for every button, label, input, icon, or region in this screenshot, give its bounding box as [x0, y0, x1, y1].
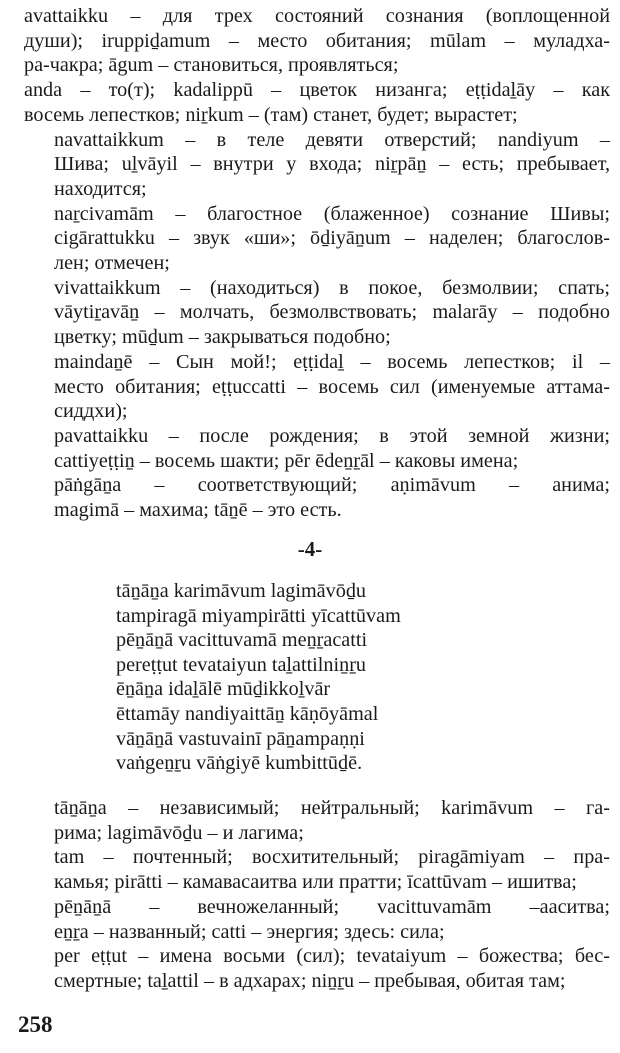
glossary-line: рима; lagimāvōḏu – и лагима; [54, 821, 304, 844]
glossary-line: eṉṟa – названный; catti – энергия; здесь: сила; [54, 920, 445, 943]
glossary-line: цветку; mūḏum – закрываться подобно; [54, 326, 391, 349]
glossary-line: место обитания; eṭṭuccatti – восемь сил (именуемые аттама- [54, 375, 610, 398]
glossary-bottom [24, 796, 610, 994]
glossary-line: Шива; uḻvāyil – внутри у входа; niṟpāṉ – есть; пребывает, [54, 153, 610, 176]
glossary-line: pēṉāṉā – вечножеланный; vacittuvamām –ааситва; [54, 895, 610, 918]
verse-stanza [116, 579, 536, 776]
glossary-line: находится; [54, 177, 147, 200]
glossary-line: magimā – махима; tāṉē – это есть. [54, 499, 342, 522]
verse-line: ēṉāṉa idaḻālē mūḏikkoḻvār [116, 678, 331, 701]
glossary-line: восемь лепестков; niṟkum – (там) станет, будет; вырастет; [24, 103, 518, 126]
verse-line: pēṉāṉā vacittuvamā meṉṟacatti [116, 629, 368, 652]
glossary-line: лен; отмечен; [54, 252, 170, 275]
verse-line: pereṭṭut tevataiyun taḻattilniṉṟu [116, 653, 367, 676]
glossary-line: камья; pirātti – камавасаитва или пратти; īcattūvam – ишитва; [54, 871, 577, 894]
glossary-paragraph [24, 202, 610, 276]
glossary-line: cattiyeṭṭiṉ – восемь шакти; pēr ēdeṉṟāl – каковы имена; [54, 449, 519, 472]
glossary-line: tāṉāṉa – независимый; нейтральный; karimāvum – га- [54, 797, 610, 819]
glossary-paragraph [24, 78, 610, 127]
glossary-line: ра-чакра; āgum – становиться, проявляться; [24, 54, 399, 77]
verse-line: vaṅgeṉṟu vāṅgiyē kumbittūḏē. [116, 752, 363, 775]
verse-line: vāṉāṉā vastuvainī pāṉampaṇṇi [116, 727, 365, 750]
glossary-paragraph [24, 845, 610, 894]
glossary-line: per eṭṭut – имена восьми (сил); tevataiyum – божества; бес- [54, 945, 610, 968]
glossary-line: cigārattukku – звук «ши»; ōḏiyāṉum – наделен; благослов- [54, 227, 610, 250]
verse-line: ēttamāy nandiyaittāṉ kāṇōyāmal [116, 702, 379, 725]
glossary-line: сиддхи); [54, 400, 128, 423]
glossary-paragraph [24, 796, 610, 845]
glossary-paragraph [24, 473, 610, 522]
glossary-paragraph [24, 895, 610, 944]
glossary-paragraph [24, 350, 610, 424]
glossary-line: avattaikku – для трех состояний сознания (воплощенной [24, 5, 610, 27]
glossary-paragraph [24, 276, 610, 350]
glossary-top [24, 4, 610, 523]
glossary-line: maindaṉē – Сын мой!; eṭṭidaḻ – восемь лепестков; il – [54, 350, 610, 373]
glossary-line: души); iruppiḏamum – место обитания; mūlam – муладха- [24, 29, 610, 52]
verse-line: tampiragā miyampirātti yīcattūvam [116, 604, 401, 627]
glossary-line: navattaikkum – в теле девяти отверстий; nandiyum – [54, 128, 610, 151]
glossary-line: pāṅgāṉa – соответствующий; aṇimāvum – анима; [54, 474, 610, 497]
glossary-line: anda – то(т); kadalippū – цветок низанга; eṭṭidaḻāy – как [24, 79, 610, 102]
page-number: 258 [18, 1012, 53, 1037]
verse-number: -4- [297, 537, 323, 561]
glossary-line: pavattaikku – после рождения; в этой земной жизни; [54, 424, 610, 447]
glossary-line: vivattaikkum – (находиться) в покое, безмолвии; спать; [54, 276, 610, 299]
glossary-paragraph [24, 944, 610, 993]
glossary-line: vāytiṟavāṉ – молчать, безмолвствовать; malarāy – подобно [54, 301, 610, 324]
glossary-line: tam – почтенный; восхитительный; piragāmiyam – пра- [54, 846, 610, 869]
verse-line: tāṉāṉa karimāvum lagimāvōḏu [116, 580, 367, 602]
glossary-line: смертные; taḻattil – в адхарах; niṉṟu – пребывая, обитая там; [54, 969, 566, 992]
glossary-paragraph [24, 424, 610, 473]
glossary-line: naṟcivamām – благостное (блаженное) сознание Шивы; [54, 202, 610, 225]
glossary-paragraph [24, 4, 610, 78]
glossary-paragraph [24, 128, 610, 202]
